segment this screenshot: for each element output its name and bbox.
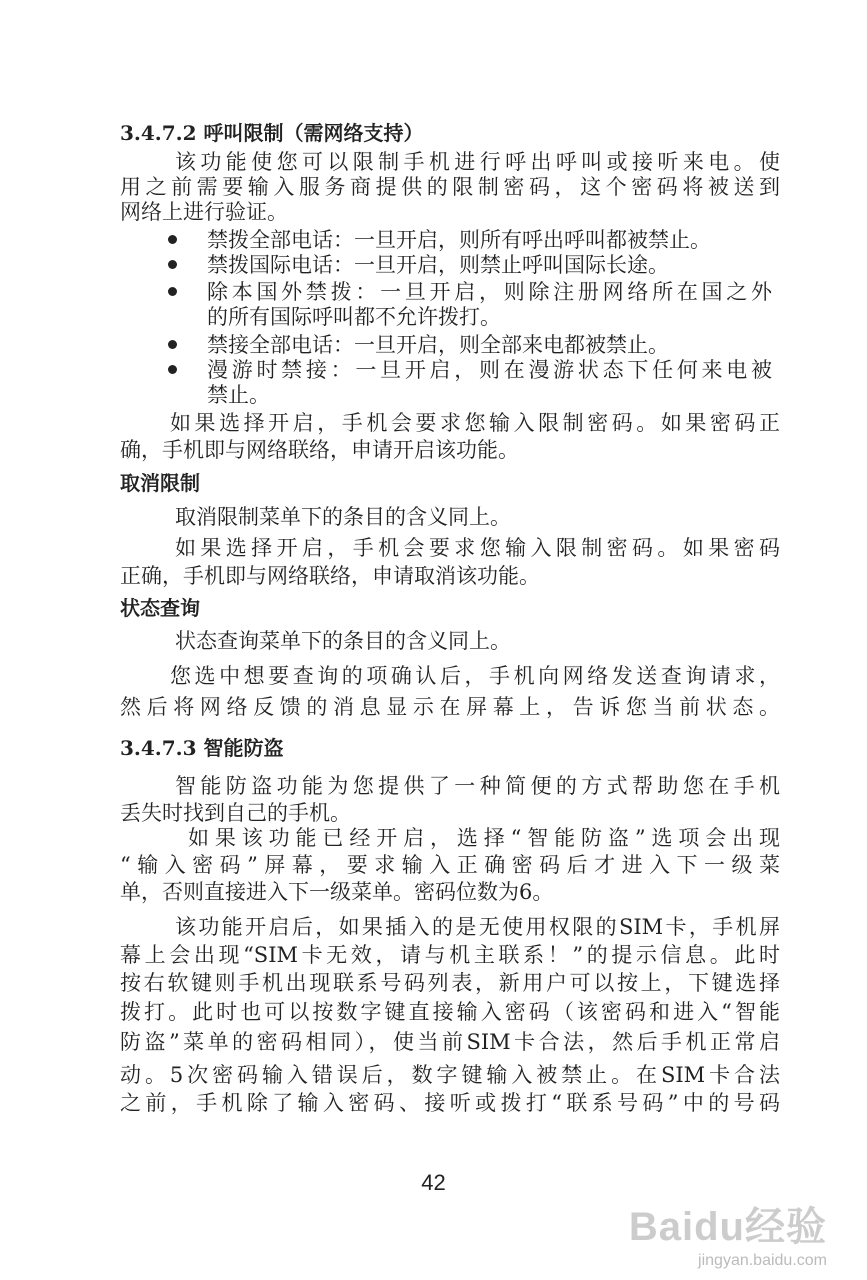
paragraph-line: 丢失时找到自己的手机。: [120, 801, 351, 825]
paragraph-line: 动。5次密码输入错误后，数字键输入被禁止。在SIM卡合法: [120, 1063, 780, 1087]
section-heading: 3.4.7.2 呼叫限制（需网络支持）: [120, 121, 424, 145]
paragraph-line: 防盗”菜单的密码相同），使当前SIM卡合法，然后手机正常启: [120, 1030, 780, 1054]
paragraph-line: 然后将网络反馈的消息显示在屏幕上，告诉您当前状态。: [120, 695, 780, 719]
paragraph-line: 该功能开启后，如果插入的是无使用权限的SIM卡，手机屏: [175, 915, 780, 939]
paragraph-line: 网络上进行验证。: [120, 200, 288, 224]
section-heading: 3.4.7.3 智能防盗: [120, 736, 284, 760]
bullet-item: 禁拨全部电话：一旦开启，则所有呼出呼叫都被禁止。: [207, 228, 711, 252]
paragraph-line: 智能防盗功能为您提供了一种简便的方式帮助您在手机: [175, 774, 780, 798]
bullet-icon: [168, 287, 177, 296]
bullet-icon: [168, 365, 177, 374]
page-number: 42: [421, 1170, 446, 1195]
paragraph-line: 按右软键则手机出现联系号码列表，新用户可以按上，下键选择: [120, 971, 780, 995]
bullet-item-cont: 禁止。: [207, 383, 270, 407]
paragraph-line: 用之前需要输入服务商提供的限制密码，这个密码将被送到: [120, 175, 780, 199]
bullet-icon: [168, 235, 177, 244]
bullet-item: 漫游时禁接：一旦开启，则在漫游状态下任何来电被: [207, 358, 772, 382]
bullet-item: 禁拨国际电话：一旦开启，则禁止呼叫国际长途。: [207, 253, 669, 277]
bullet-item-cont: 的所有国际呼叫都不允许拨打。: [207, 305, 501, 329]
section-heading: 取消限制: [120, 471, 200, 495]
paragraph-line: 单，否则直接进入下一级菜单。密码位数为6。: [120, 880, 554, 904]
paragraph-line: 状态查询菜单下的条目的含义同上。: [175, 629, 511, 653]
paragraph-line: 正确，手机即与网络联络，申请取消该功能。: [120, 564, 540, 588]
paragraph-line: 如果选择开启，手机会要求您输入限制密码。如果密码: [175, 536, 780, 560]
watermark-logo: Baidu经验: [628, 1205, 827, 1249]
bullet-icon: [168, 340, 177, 349]
paragraph-line: 该功能使您可以限制手机进行呼出呼叫或接听来电。使: [175, 150, 780, 174]
paragraph-line: 之前，手机除了输入密码、接听或拨打“联系号码”中的号码: [120, 1091, 780, 1115]
paragraph-line: 取消限制菜单下的条目的含义同上。: [175, 505, 511, 529]
paragraph-line: 确，手机即与网络联络，申请开启该功能。: [120, 438, 519, 462]
paragraph-line: 如果该功能已经开启，选择“智能防盗”选项会出现: [188, 826, 780, 850]
paragraph-line: 幕上会出现“SIM卡无效，请与机主联系！”的提示信息。此时: [120, 943, 780, 967]
paragraph-line: 如果选择开启，手机会要求您输入限制密码。如果密码正: [170, 411, 780, 435]
watermark: [629, 1195, 827, 1270]
paragraph-line: “输入密码”屏幕，要求输入正确密码后才进入下一级菜: [120, 853, 780, 877]
bullet-icon: [168, 260, 177, 269]
bullet-item: 除本国外禁拨：一旦开启，则除注册网络所在国之外: [207, 280, 772, 304]
watermark-url: jingyan.baidu.com: [698, 1252, 827, 1269]
bullet-item: 禁接全部电话：一旦开启，则全部来电都被禁止。: [207, 333, 669, 357]
paragraph-line: 您选中想要查询的项确认后，手机向网络发送查询请求，: [170, 664, 780, 688]
paragraph-line: 拨打。此时也可以按数字键直接输入密码（该密码和进入“智能: [120, 1000, 780, 1024]
section-heading: 状态查询: [120, 596, 200, 620]
